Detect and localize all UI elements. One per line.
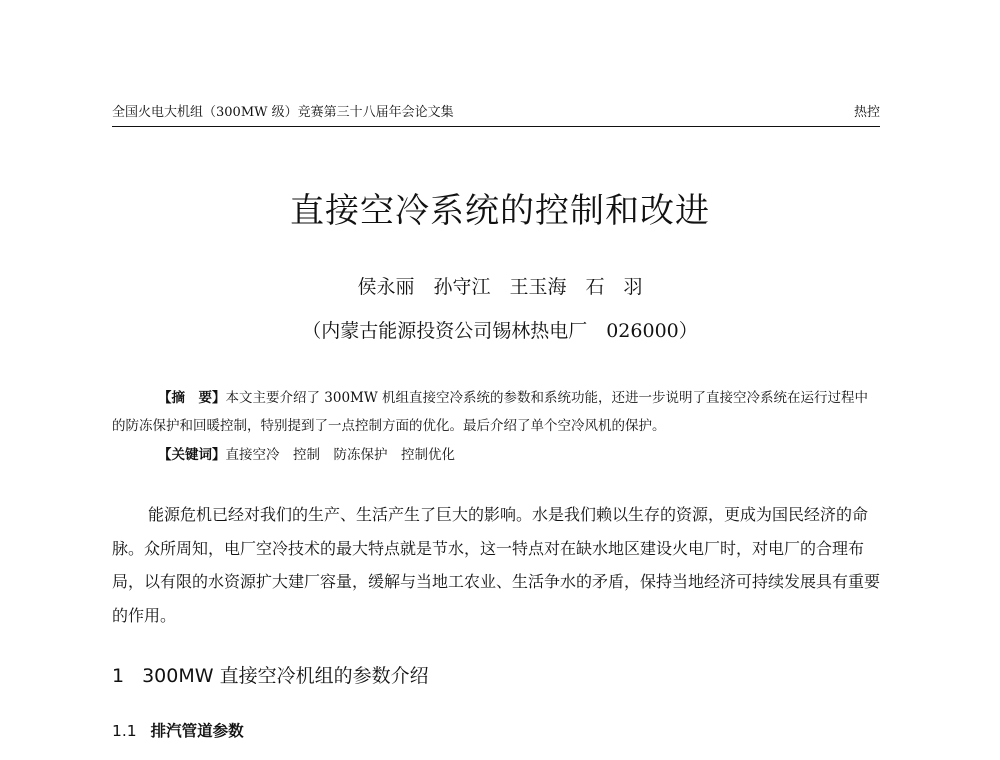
author-affiliation: （内蒙古能源投资公司锡林热电厂 026000） xyxy=(302,320,698,342)
keywords xyxy=(158,444,880,466)
subsection-number: 1.1 xyxy=(112,722,137,740)
abstract-text: 本文主要介绍了 300MW 机组直接空冷系统的参数和系统功能，还进一步说明了直接空冷系统在运行过程中的防冻保护和回暖控制，特别提到了一点控制方面的优化。最后介绍了单个空冷风机的保护。 xyxy=(112,390,869,434)
abstract xyxy=(112,384,880,440)
section-category: 热控 xyxy=(853,105,880,120)
abstract-label: 【摘 要】 xyxy=(158,390,226,406)
subsection-title: 排汽管道参数 xyxy=(150,722,244,740)
section-heading xyxy=(112,662,429,690)
subsection-heading xyxy=(112,720,244,742)
intro-paragraph: 能源危机已经对我们的生产、生活产生了巨大的影响。水是我们赖以生存的资源，更成为国民经济的命脉。众所周知，电厂空冷技术的最大特点就是节水，这一特点对在缺水地区建设火电厂时，对电厂的合理布局，以有限的水资源扩大建厂容量，缓解与当地工农业、生活争水的矛盾，保持当地经济可持续发展具有重要的作用。 xyxy=(112,505,881,625)
section-number: 1 xyxy=(112,665,125,687)
author-list: 侯永丽 孙守江 王玉海 石 羽 xyxy=(357,276,643,298)
paper-title: 直接空冷系统的控制和改进 xyxy=(290,191,710,231)
keywords-label: 【关键词】 xyxy=(158,447,226,463)
section-title: 300MW 直接空冷机组的参数介绍 xyxy=(142,665,429,687)
keywords-text: 直接空冷 控制 防冻保护 控制优化 xyxy=(225,447,455,463)
running-header xyxy=(112,104,880,127)
proceedings-title: 全国火电大机组（300MW 级）竞赛第三十八届年会论文集 xyxy=(112,105,454,120)
